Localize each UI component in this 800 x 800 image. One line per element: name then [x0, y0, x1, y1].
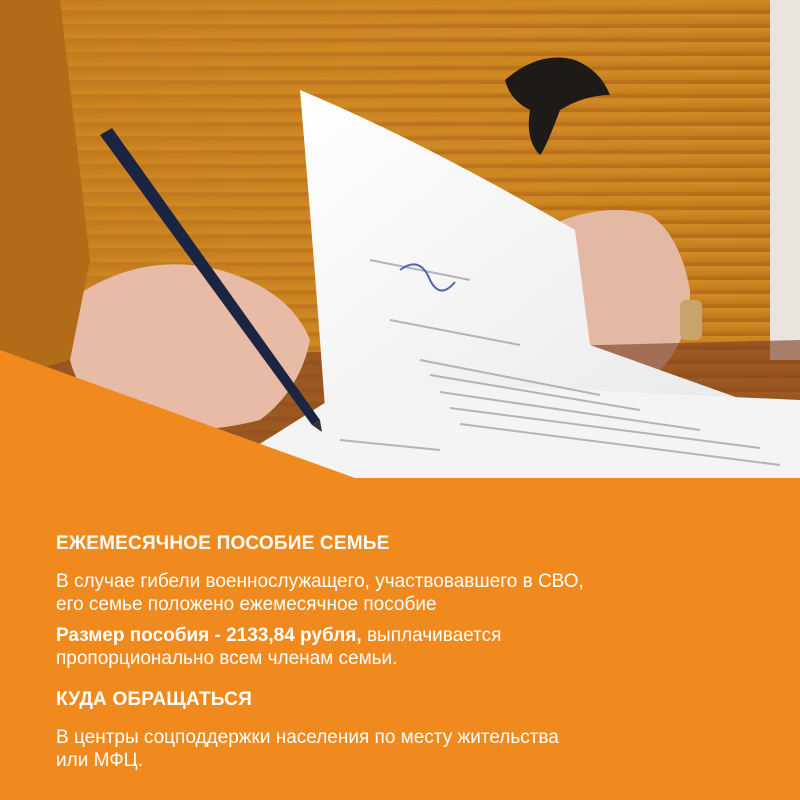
paragraph-eligibility: [56, 570, 736, 616]
paragraph-where-line2: или МФЦ.: [56, 750, 143, 771]
paragraph-where-line1: В центры соцподдержки населения по месту жительства: [56, 727, 559, 748]
heading-monthly-allowance: ЕЖЕМЕСЯЧНОЕ ПОСОБИЕ СЕМЬЕ: [56, 533, 390, 554]
heading-where-to-apply: КУДА ОБРАЩАТЬСЯ: [56, 689, 252, 710]
paragraph-eligibility-line2: его семье положено ежемесячное пособие: [56, 594, 437, 615]
paragraph-where-to-apply: [56, 726, 736, 772]
info-content: [56, 532, 736, 780]
allowance-amount: Размер пособия - 2133,84 рубля,: [56, 625, 362, 646]
paragraph-amount: [56, 624, 736, 670]
paragraph-eligibility-line1: В случае гибели военнослужащего, участвовавшего в СВО,: [56, 571, 584, 592]
paragraph-amount-line2: пропорционально всем членам семьи.: [56, 648, 398, 669]
paragraph-amount-rest: выплачивается: [361, 625, 502, 646]
